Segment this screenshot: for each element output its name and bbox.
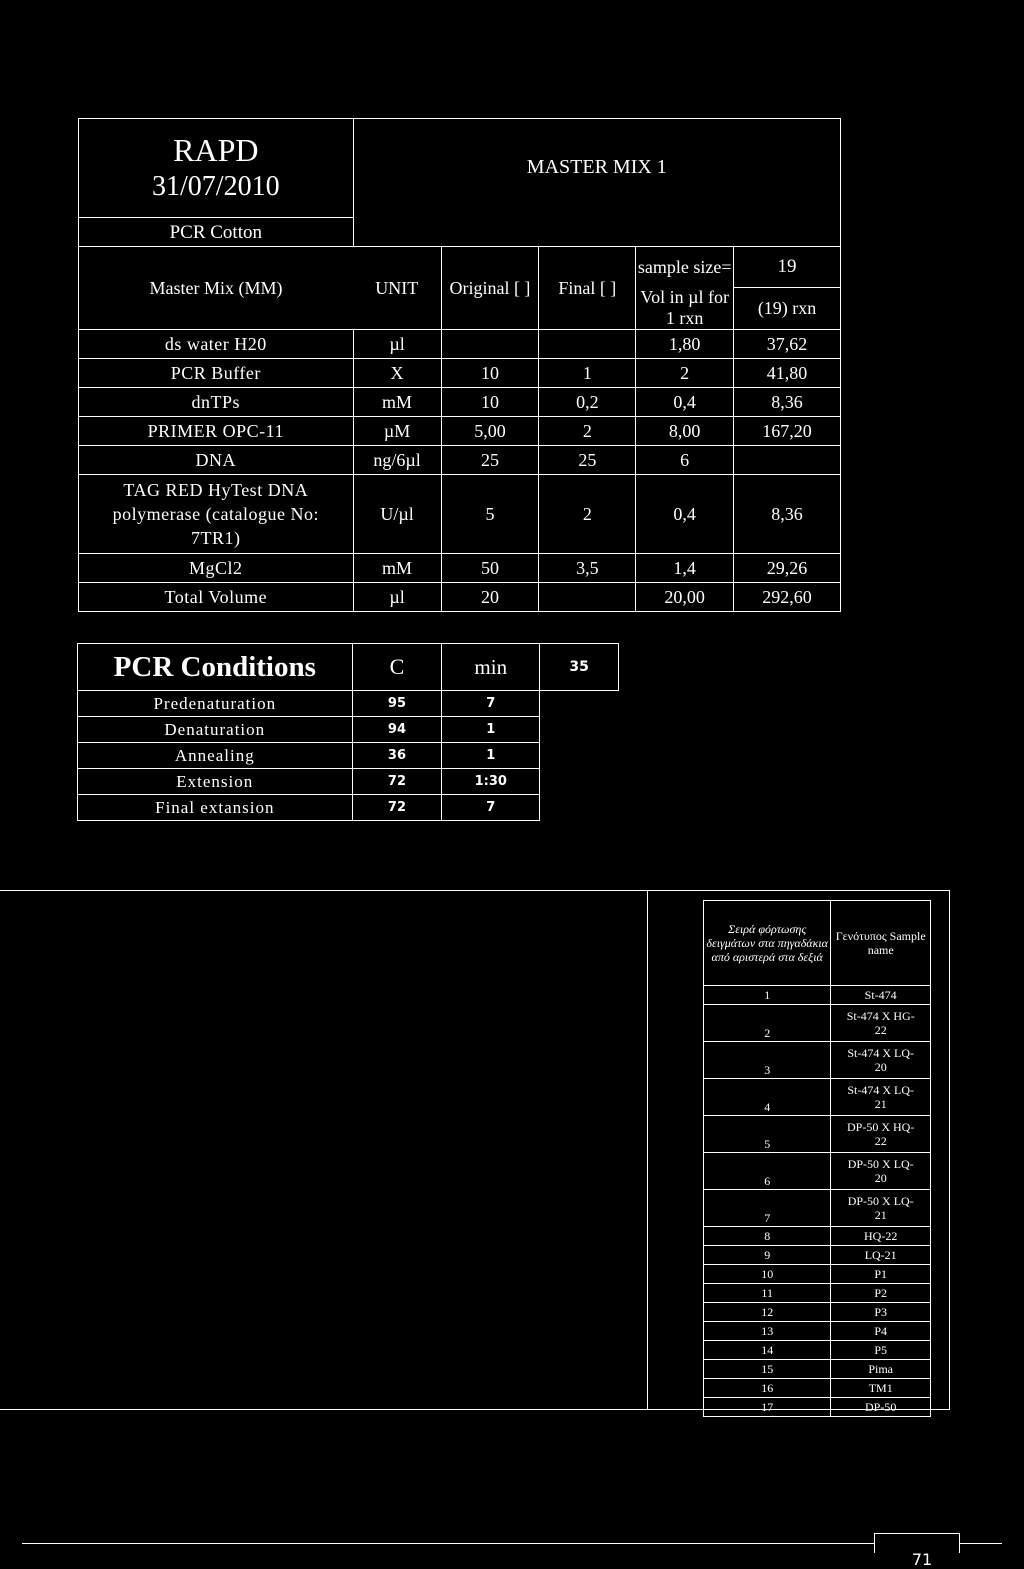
list-item [704, 1005, 931, 1042]
header-final: Final [ ] [539, 247, 636, 330]
cell-minutes: 1 [442, 717, 540, 743]
lane-number: 3 [704, 1042, 831, 1079]
header-rxn: (19) rxn [734, 287, 841, 330]
cell-step: Final extansion [78, 795, 353, 821]
lanes-body [704, 986, 931, 1417]
cell-vol-19rxn [734, 446, 841, 475]
lane-number: 16 [704, 1379, 831, 1398]
list-item [704, 1360, 931, 1379]
cell-final: 0,2 [539, 388, 636, 417]
lane-sample-name: P4 [831, 1322, 931, 1341]
lane-number: 7 [704, 1190, 831, 1227]
cell-reagent: MgCl2 [79, 554, 354, 583]
cell-reagent: PCR Buffer [79, 359, 354, 388]
lane-sample-name: DP-50 X HQ-22 [831, 1116, 931, 1153]
cell-temperature: 95 [352, 691, 442, 717]
lane-number: 10 [704, 1265, 831, 1284]
cell-unit: µl [353, 583, 441, 612]
cell-original: 5,00 [441, 417, 539, 446]
cell-reagent: PRIMER OPC-11 [79, 417, 354, 446]
cell-unit: mM [353, 388, 441, 417]
cell-vol-1rxn: 1,80 [636, 330, 734, 359]
list-item [704, 986, 931, 1005]
cell-original: 5 [441, 475, 539, 554]
table-row [79, 475, 841, 554]
cell-vol-19rxn: 8,36 [734, 388, 841, 417]
cell-final: 25 [539, 446, 636, 475]
list-item [704, 1042, 931, 1079]
cell-vol-19rxn: 292,60 [734, 583, 841, 612]
lane-number: 14 [704, 1341, 831, 1360]
header-original: Original [ ] [441, 247, 539, 330]
cell-vol-19rxn: 29,26 [734, 554, 841, 583]
lane-sample-name: DP-50 X LQ-21 [831, 1190, 931, 1227]
pcr-conditions-table [77, 643, 619, 821]
list-item [704, 1246, 931, 1265]
footer-rule-left [22, 1543, 874, 1544]
cell-final: 2 [539, 475, 636, 554]
cell-vol-1rxn: 20,00 [636, 583, 734, 612]
gel-image-area [0, 890, 648, 1410]
lane-number: 15 [704, 1360, 831, 1379]
cell-vol-1rxn: 6 [636, 446, 734, 475]
pcr-conditions-body [78, 691, 619, 821]
table-row [78, 769, 619, 795]
cell-original [441, 330, 539, 359]
cell-temperature: 94 [352, 717, 442, 743]
cell-reagent: DNA [79, 446, 354, 475]
lane-number: 1 [704, 986, 831, 1005]
header-sample-size: sample size= [636, 247, 734, 288]
list-item [704, 1153, 931, 1190]
pcr-cycles: 35 [540, 644, 619, 691]
cell-minutes: 7 [442, 795, 540, 821]
table-row [79, 417, 841, 446]
table-row [79, 554, 841, 583]
lane-sample-name: P3 [831, 1303, 931, 1322]
list-item [704, 1079, 931, 1116]
pcr-header-row [78, 644, 619, 691]
pcr-header-min: min [442, 644, 540, 691]
lane-number: 5 [704, 1116, 831, 1153]
lane-sample-name: DP-50 X LQ-20 [831, 1153, 931, 1190]
cell-vol-19rxn: 41,80 [734, 359, 841, 388]
cell-vol-19rxn: 37,62 [734, 330, 841, 359]
cell-unit: µl [353, 330, 441, 359]
cell-original: 20 [441, 583, 539, 612]
lane-sample-name: P5 [831, 1341, 931, 1360]
lane-number: 11 [704, 1284, 831, 1303]
lane-order-table [703, 900, 931, 1417]
lane-number: 2 [704, 1005, 831, 1042]
lane-number: 6 [704, 1153, 831, 1190]
table-row [79, 583, 841, 612]
cell-reagent: ds water H20 [79, 330, 354, 359]
cell-final: 3,5 [539, 554, 636, 583]
header-vol: Vol in µl for 1 rxn [636, 287, 734, 330]
cell-vol-1rxn: 0,4 [636, 388, 734, 417]
pcr-conditions-title: PCR Conditions [78, 644, 353, 691]
cell-vol-1rxn: 8,00 [636, 417, 734, 446]
cell-temperature: 72 [352, 795, 442, 821]
header-unit: UNIT [353, 247, 441, 330]
lane-number: 12 [704, 1303, 831, 1322]
cell-reagent: Total Volume [79, 583, 354, 612]
mm-title-row [79, 119, 841, 218]
master-mix-table [78, 118, 841, 612]
cell-unit: mM [353, 554, 441, 583]
lane-number: 8 [704, 1227, 831, 1246]
lane-number: 4 [704, 1079, 831, 1116]
cell-final [539, 330, 636, 359]
lanes-header-row [704, 901, 931, 986]
cell-unit: µM [353, 417, 441, 446]
cell-vol-1rxn: 1,4 [636, 554, 734, 583]
cell-final: 2 [539, 417, 636, 446]
cell-temperature: 36 [352, 743, 442, 769]
list-item [704, 1322, 931, 1341]
list-item [704, 1341, 931, 1360]
lane-sample-name: St-474 X LQ-20 [831, 1042, 931, 1079]
mm-header-row [79, 247, 841, 288]
cell-unit: U/µl [353, 475, 441, 554]
lane-sample-name: P1 [831, 1265, 931, 1284]
list-item [704, 1265, 931, 1284]
cell-vol-1rxn: 0,4 [636, 475, 734, 554]
cell-reagent: TAG RED HyTest DNA polymerase (catalogue No: 7TR1) [79, 475, 354, 554]
cell-unit: ng/6µl [353, 446, 441, 475]
cell-minutes: 1 [442, 743, 540, 769]
table-row [78, 691, 619, 717]
cell-step: Extension [78, 769, 353, 795]
table-row [79, 359, 841, 388]
lane-sample-name: DP-50 [831, 1398, 931, 1417]
list-item [704, 1379, 931, 1398]
lane-sample-name: St-474 X LQ-21 [831, 1079, 931, 1116]
lane-number: 9 [704, 1246, 831, 1265]
page-number: 71 [911, 1550, 933, 1569]
cell-reagent: dnTPs [79, 388, 354, 417]
mm-title-cell [79, 119, 354, 218]
footer-rule-right [960, 1543, 1002, 1544]
lane-sample-name: St-474 [831, 986, 931, 1005]
table-row [79, 446, 841, 475]
table-row [78, 743, 619, 769]
cell-step: Predenaturation [78, 691, 353, 717]
lane-number: 17 [704, 1398, 831, 1417]
table-row [79, 330, 841, 359]
lanes-header-order: Σειρά φόρτωσης δειγμάτων στα πηγαδάκια από αριστερά στα δεξιά [704, 901, 831, 986]
table-row [79, 388, 841, 417]
table-row [78, 795, 619, 821]
lane-sample-name: LQ-21 [831, 1246, 931, 1265]
list-item [704, 1398, 931, 1417]
list-item [704, 1116, 931, 1153]
cell-step: Annealing [78, 743, 353, 769]
cell-original: 10 [441, 359, 539, 388]
lane-sample-name: TM1 [831, 1379, 931, 1398]
document-date: 31/07/2010 [152, 171, 280, 202]
header-master-mix: Master Mix (MM) [79, 247, 354, 330]
list-item [704, 1190, 931, 1227]
lane-sample-name: St-474 X HG-22 [831, 1005, 931, 1042]
document-title: RAPD [173, 132, 259, 168]
lanes-header-genotype: Γενότυπος Sample name [831, 901, 931, 986]
lane-sample-name: HQ-22 [831, 1227, 931, 1246]
lane-sample-name: Pima [831, 1360, 931, 1379]
cell-unit: X [353, 359, 441, 388]
cell-minutes: 1:30 [442, 769, 540, 795]
cell-original: 25 [441, 446, 539, 475]
cell-original: 10 [441, 388, 539, 417]
list-item [704, 1284, 931, 1303]
subtitle: PCR Cotton [79, 218, 354, 247]
cell-vol-1rxn: 2 [636, 359, 734, 388]
table-row [78, 717, 619, 743]
master-mix-label: MASTER MIX 1 [353, 119, 840, 247]
cell-final: 1 [539, 359, 636, 388]
cell-minutes: 7 [442, 691, 540, 717]
lane-sample-name: P2 [831, 1284, 931, 1303]
master-mix-body [79, 330, 841, 612]
lane-number: 13 [704, 1322, 831, 1341]
pcr-header-c: C [352, 644, 442, 691]
cell-temperature: 72 [352, 769, 442, 795]
list-item [704, 1303, 931, 1322]
cell-original: 50 [441, 554, 539, 583]
sample-size-value: 19 [734, 247, 841, 288]
cell-vol-19rxn: 8,36 [734, 475, 841, 554]
cell-vol-19rxn: 167,20 [734, 417, 841, 446]
list-item [704, 1227, 931, 1246]
cell-step: Denaturation [78, 717, 353, 743]
cell-final [539, 583, 636, 612]
